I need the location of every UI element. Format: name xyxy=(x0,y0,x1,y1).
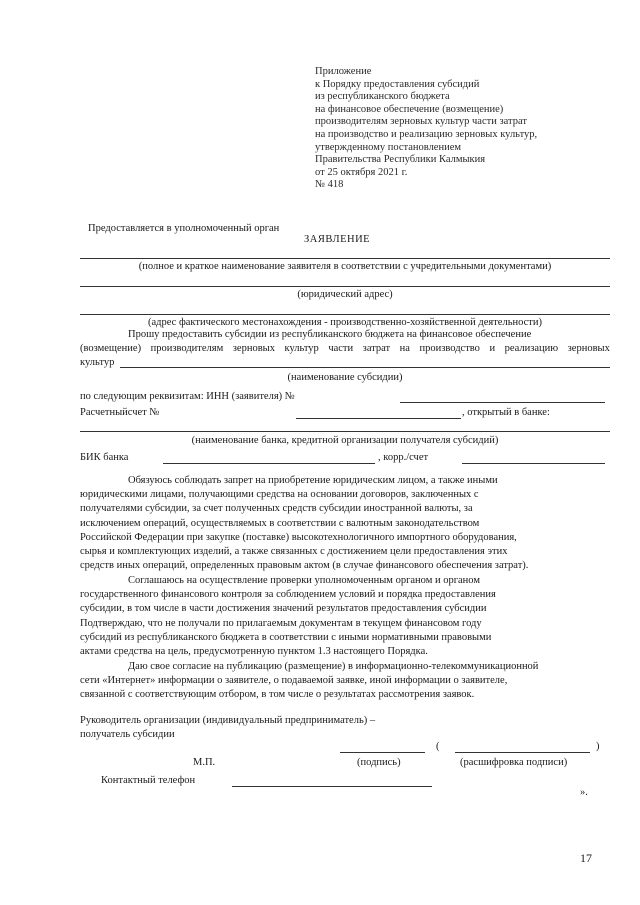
subsidy-name-caption: (наименование субсидии) xyxy=(287,372,403,383)
bank-name-line[interactable] xyxy=(80,431,610,432)
document-title: ЗАЯВЛЕНИЕ xyxy=(304,234,371,245)
head-of-organization: Руководитель организации (индивидуальный предприниматель) – получатель субсидии xyxy=(80,715,376,740)
header-line: утвержденному постановлением xyxy=(315,141,462,153)
stamp-label: М.П. xyxy=(193,757,216,768)
header-line: Правительства Республики Калмыкия xyxy=(315,154,486,166)
consent-publication-paragraph: Даю свое согласие на публикацию (размещение) в информационно-телекоммуникационной сети «Интернет» информации о заявителе, о подаваемой заявке, иной информации о заявителе, связанной с соответствующим отбором, в том числе о результатах рассмотрения заявок. xyxy=(80,661,539,701)
bank-name-caption: (наименование банка, кредитной организации получателя субсидий) xyxy=(191,435,499,446)
actual-address-caption: (адрес фактического местонахождения - производственно-хозяйственной деятельности) xyxy=(147,317,542,328)
bik-label: БИК банка xyxy=(80,452,129,463)
header-line: на производство и реализацию зерновых культур, xyxy=(315,128,538,140)
submitted-to: Предоставляется в уполномоченный орган xyxy=(88,223,280,234)
appendix-header xyxy=(315,66,537,192)
request-line: Прошу предоставить субсидии из республиканского бюджета на финансовое обеспечение xyxy=(128,329,532,340)
inn-field[interactable] xyxy=(400,402,605,403)
header-line: к Порядку предоставления субсидий xyxy=(315,78,480,90)
request-line: культур xyxy=(80,357,115,369)
page-number: 17 xyxy=(580,851,592,865)
closing-quote: ». xyxy=(580,787,588,798)
header-line: № 418 xyxy=(315,179,344,191)
legal-address-caption: (юридический адрес) xyxy=(297,289,393,300)
applicant-name-line xyxy=(80,258,610,259)
request-line: (возмещение) производителям зерновых культур части затрат на производство и реализацию зерновых xyxy=(80,343,610,355)
decoding-field[interactable] xyxy=(455,752,590,753)
account-label: Расчетныйсчет № xyxy=(80,407,160,418)
inn-label: по следующим реквизитам: ИНН (заявителя) № xyxy=(80,391,295,402)
account-field[interactable] xyxy=(296,418,461,419)
request-paragraph xyxy=(80,328,610,371)
opened-in-bank-label: , открытый в банке: xyxy=(462,407,550,418)
actual-address-line xyxy=(80,314,610,315)
decoding-caption: (расшифровка подписи) xyxy=(460,757,568,768)
legal-address-line xyxy=(80,286,610,287)
bik-field[interactable] xyxy=(163,463,375,464)
paren-close: ) xyxy=(596,741,600,752)
signature-caption: (подпись) xyxy=(357,757,401,768)
corr-account-field[interactable] xyxy=(462,463,605,464)
corr-account-label: , корр./счет xyxy=(378,452,429,463)
subsidy-name-line xyxy=(120,367,610,368)
obligation-paragraph: Обязуюсь соблюдать запрет на приобретение юридическим лицом, а также иными юридическими лицами, получающими средства на основании договоров, заключенных с получателями субсидии, за счет полученных средств субсидии иностранной валюты, за исключением операций, осуществляемых в соответствии с валютным законодательством Российской Федерации при закупке (поставке) высокотехнологичного импортного оборудования, сырья и комплектующих изделий, а также связанных с достижением цели предоставления этих средств иных операций, определенных правовым актом (в случае финансового обеспечения затрат). xyxy=(80,475,529,572)
applicant-name-caption: (полное и краткое наименование заявителя в соответствии с учредительными документами) xyxy=(138,261,552,272)
header-line: на финансовое обеспечение (возмещение) xyxy=(315,103,504,115)
consent-inspection-paragraph: Соглашаюсь на осуществление проверки уполномоченным органом и органом государственного финансового контроля за соблюдением условий и порядка предоставления субсидии, в том числе в части достижения значений результатов предоставления субсидии Подтверждаю, что не получали по прилагаемым документам в текущем финансовом году субсидий из республиканского бюджета в соответствии с иными нормативными правовыми актами средства на цель, предусмотренную пунктом 1.3 настоящего Порядка. xyxy=(80,575,496,658)
signature-field[interactable] xyxy=(340,752,425,753)
header-line: из республиканского бюджета xyxy=(315,91,450,103)
phone-field[interactable] xyxy=(232,786,432,787)
phone-label: Контактный телефон xyxy=(101,775,196,786)
header-line: от 25 октября 2021 г. xyxy=(315,166,408,178)
header-line: производителям зерновых культур части затрат xyxy=(315,116,527,128)
paren-open: ( xyxy=(436,741,440,752)
header-line: Приложение xyxy=(315,66,372,77)
